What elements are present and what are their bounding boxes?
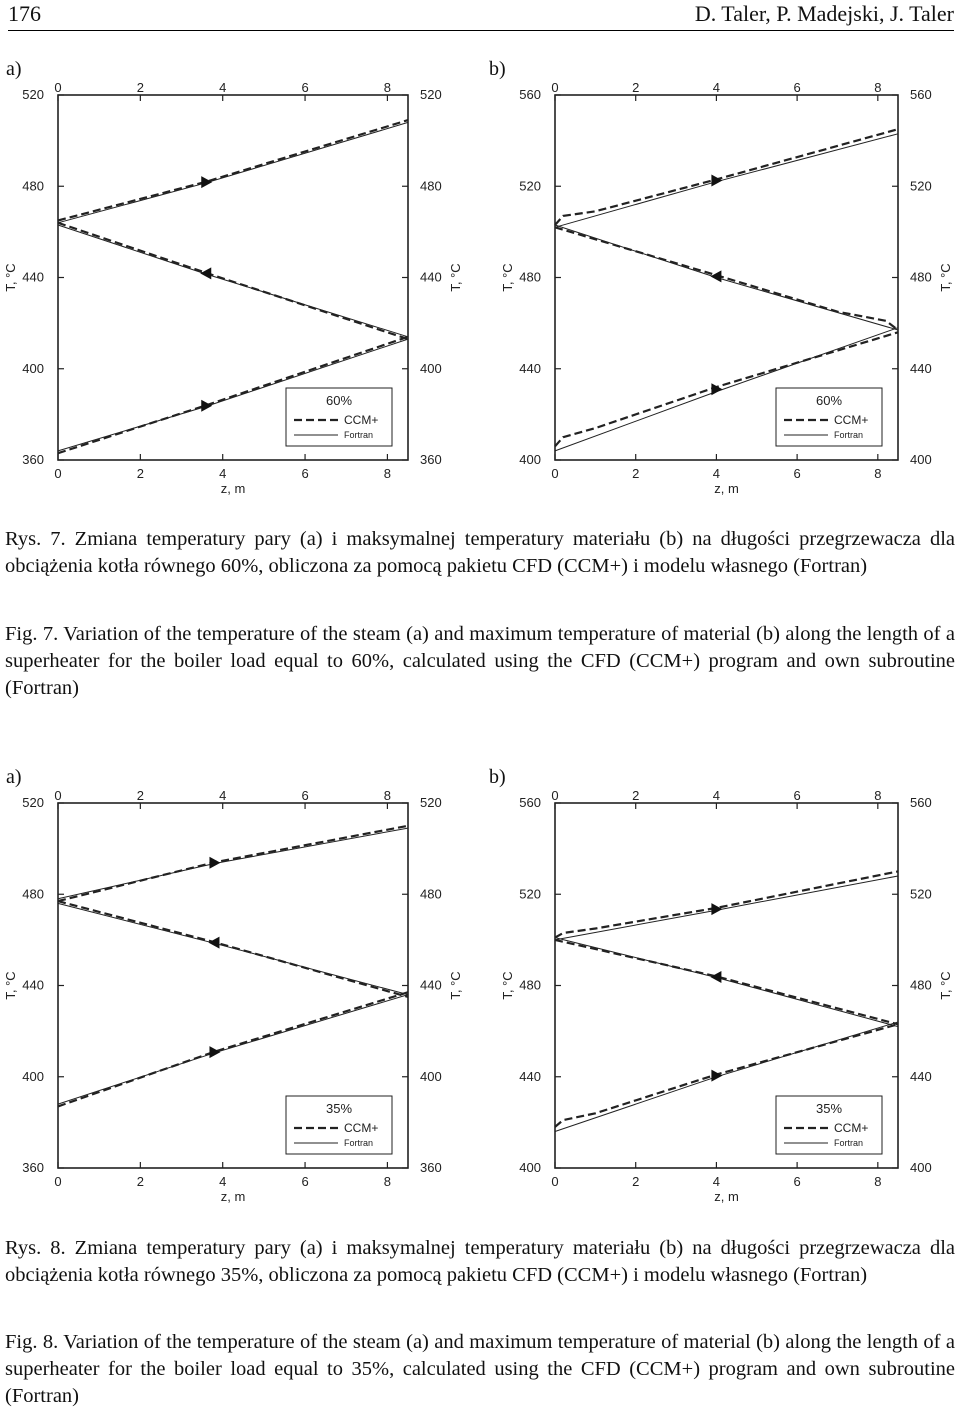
legend-label-ccm: CCM+ (834, 413, 869, 427)
y-tick-label-left: 360 (22, 452, 44, 467)
x-tick-label-top: 8 (874, 80, 882, 95)
y-tick-label-right: 400 (420, 360, 442, 376)
flow-direction-arrow (209, 1046, 220, 1058)
y-tick-label-right: 520 (420, 795, 442, 810)
y-tick-label-left: 440 (22, 977, 44, 993)
fig7b-chart (497, 80, 960, 520)
y-tick-label-left: 360 (22, 1160, 44, 1175)
y-tick-label-right: 560 (910, 87, 932, 102)
legend-label-fortran: Fortran (834, 430, 864, 440)
x-tick-label-bottom: 4 (219, 466, 227, 481)
x-tick-label-top: 6 (301, 788, 309, 803)
y-tick-label-right: 360 (420, 452, 442, 467)
legend-label-ccm: CCM+ (344, 1121, 379, 1135)
x-tick-label-top: 0 (54, 788, 62, 803)
x-tick-label-top: 2 (632, 788, 640, 803)
ccm-series-line (555, 227, 898, 330)
flow-direction-arrow (208, 937, 219, 949)
x-tick-label-top: 0 (551, 788, 559, 803)
x-tick-label-top: 8 (383, 788, 392, 803)
x-tick-label-bottom: 6 (301, 1174, 309, 1189)
y-tick-label-left: 480 (22, 178, 44, 194)
flow-direction-arrow (711, 903, 722, 915)
legend-label-fortran: Fortran (834, 1138, 864, 1148)
x-tick-label-top: 8 (383, 80, 392, 95)
y-tick-label-right: 560 (910, 795, 932, 810)
x-tick-label-top: 0 (54, 80, 62, 95)
y-tick-label-right: 400 (420, 1068, 442, 1084)
legend-title: 60% (815, 393, 843, 408)
x-tick-label-bottom: 2 (632, 1174, 640, 1189)
x-tick-label-top: 6 (793, 788, 801, 803)
fortran-series-line (555, 876, 898, 940)
y-tick-label-left: 560 (519, 795, 541, 810)
y-tick-label-left: 520 (519, 178, 541, 194)
legend-title: 35% (815, 1101, 843, 1116)
y-axis-label-left: T, °C (3, 971, 18, 1000)
fig7a-chart (0, 80, 470, 520)
fig8-panel-label-a: a) (6, 766, 22, 788)
x-tick-label-bottom: 8 (874, 1174, 882, 1189)
y-tick-label-left: 520 (22, 795, 44, 810)
x-tick-label-bottom: 0 (54, 466, 62, 481)
ccm-series-line (555, 129, 898, 225)
x-axis-label: z, m (220, 481, 246, 496)
x-tick-label-bottom: 8 (874, 466, 882, 481)
y-tick-label-left: 400 (519, 1160, 541, 1175)
y-axis-label-left: T, °C (500, 971, 515, 1000)
ccm-series-line (58, 826, 408, 901)
flow-direction-arrow (201, 176, 212, 188)
x-axis-label: z, m (714, 481, 739, 496)
y-tick-label-left: 440 (519, 360, 541, 376)
legend-title: 60% (325, 393, 353, 408)
x-tick-label-bottom: 0 (551, 466, 559, 481)
x-tick-label-bottom: 6 (793, 466, 801, 481)
running-head-authors: D. Taler, P. Madejski, J. Taler (694, 1, 954, 26)
y-tick-label-right: 520 (910, 886, 932, 902)
y-axis-label-right: T, °C (448, 971, 463, 1000)
ccm-series-line (58, 120, 408, 220)
fortran-series-line (58, 903, 408, 994)
x-tick-label-top: 2 (136, 80, 144, 95)
x-tick-label-bottom: 2 (136, 466, 144, 481)
x-axis-label: z, m (714, 1189, 739, 1204)
legend-title: 35% (325, 1101, 353, 1116)
page-header (8, 0, 954, 31)
x-tick-label-top: 6 (301, 80, 309, 95)
fig8-caption-english: Fig. 8. Variation of the temperature of the steam (a) and maximum temperature of material (b) along the length of a superheater for the boiler load equal to 35%, calculated using the CFD (CCM+) program and own subroutine (Fortran) (5, 1331, 955, 1407)
x-tick-label-bottom: 0 (54, 1174, 62, 1189)
fig7-caption-english: Fig. 7. Variation of the temperature of the steam (a) and maximum temperature of material (b) along the length of a superheater for the boiler load equal to 60%, calculated using the CFD (CCM+) program and own subroutine (Fortran) (5, 623, 955, 699)
x-tick-label-top: 2 (136, 788, 144, 803)
flow-direction-arrow (711, 383, 722, 395)
fortran-series-line (555, 134, 898, 228)
y-tick-label-left: 440 (519, 1068, 541, 1084)
fig8a-chart (0, 788, 470, 1228)
fig8-caption-polish: Rys. 8. Zmiana temperatury pary (a) i maksymalnej temperatury materiału (b) na długości przegrzewacza dla obciążenia kotła równego 35%, obliczona za pomocą pakietu CFD (CCM+) i modelu własnego (Fortran) (5, 1237, 955, 1286)
x-tick-label-top: 4 (712, 788, 721, 803)
ccm-series-line (555, 940, 898, 1024)
x-tick-label-bottom: 4 (712, 466, 721, 481)
y-tick-label-right: 520 (910, 178, 932, 194)
y-tick-label-left: 520 (519, 886, 541, 902)
x-tick-label-bottom: 4 (219, 1174, 227, 1189)
y-tick-label-right: 360 (420, 1160, 442, 1175)
y-tick-label-left: 400 (22, 360, 44, 376)
flow-direction-arrow (200, 267, 211, 279)
x-tick-label-top: 4 (219, 788, 227, 803)
y-tick-label-right: 520 (420, 87, 442, 102)
y-axis-label-right: T, °C (938, 263, 953, 292)
x-tick-label-bottom: 2 (632, 466, 640, 481)
x-tick-label-bottom: 2 (136, 1174, 144, 1189)
legend-label-fortran: Fortran (344, 430, 374, 440)
fig7-panel-label-b: b) (489, 58, 506, 80)
flow-direction-arrow (209, 857, 220, 869)
y-tick-label-left: 400 (22, 1068, 44, 1084)
flow-direction-arrow (710, 971, 721, 983)
fig7-panel-label-a: a) (6, 58, 22, 80)
ccm-series-line (555, 871, 898, 937)
y-tick-label-left: 480 (519, 269, 541, 285)
y-axis-label-right: T, °C (938, 971, 953, 1000)
page-number: 176 (8, 1, 41, 26)
y-axis-label-left: T, °C (500, 263, 515, 292)
y-tick-label-right: 480 (910, 269, 932, 285)
x-tick-label-top: 2 (632, 80, 640, 95)
x-tick-label-top: 6 (793, 80, 801, 95)
fig7-caption-polish: Rys. 7. Zmiana temperatury pary (a) i maksymalnej temperatury materiału (b) na długości przegrzewacza dla obciążenia kotła równego 60%, obliczona za pomocą pakietu CFD (CCM+) i modelu własnego (Fortran) (5, 528, 955, 577)
fig8-panel-label-b: b) (489, 766, 506, 788)
ccm-series-line (58, 223, 408, 339)
y-tick-label-left: 560 (519, 87, 541, 102)
y-axis-label-left: T, °C (3, 263, 18, 292)
flow-direction-arrow (201, 400, 212, 412)
y-tick-label-right: 480 (420, 178, 442, 194)
y-tick-label-right: 480 (420, 886, 442, 902)
y-tick-label-left: 400 (519, 452, 541, 467)
x-tick-label-bottom: 8 (383, 1174, 392, 1189)
y-tick-label-left: 520 (22, 87, 44, 102)
y-tick-label-right: 440 (420, 977, 442, 993)
ccm-series-line (58, 901, 408, 997)
x-tick-label-top: 4 (219, 80, 227, 95)
y-tick-label-right: 440 (910, 360, 932, 376)
x-axis-label: z, m (220, 1189, 246, 1204)
x-tick-label-top: 8 (874, 788, 882, 803)
y-tick-label-right: 480 (910, 977, 932, 993)
x-tick-label-bottom: 0 (551, 1174, 559, 1189)
ccm-series-line (58, 992, 408, 1106)
flow-direction-arrow (711, 175, 722, 187)
x-tick-label-bottom: 6 (301, 466, 309, 481)
y-tick-label-right: 440 (420, 269, 442, 285)
y-tick-label-right: 400 (910, 1160, 932, 1175)
y-tick-label-left: 440 (22, 269, 44, 285)
x-tick-label-bottom: 4 (712, 1174, 721, 1189)
legend-label-ccm: CCM+ (834, 1121, 869, 1135)
x-tick-label-top: 0 (551, 80, 559, 95)
x-tick-label-top: 4 (712, 80, 721, 95)
flow-direction-arrow (710, 270, 721, 282)
legend-label-ccm: CCM+ (344, 413, 379, 427)
legend-label-fortran: Fortran (344, 1138, 374, 1148)
y-tick-label-right: 400 (910, 452, 932, 467)
y-tick-label-left: 480 (22, 886, 44, 902)
y-tick-label-left: 480 (519, 977, 541, 993)
x-tick-label-bottom: 8 (383, 466, 392, 481)
fig8b-chart (497, 788, 960, 1228)
y-tick-label-right: 440 (910, 1068, 932, 1084)
x-tick-label-bottom: 6 (793, 1174, 801, 1189)
y-axis-label-right: T, °C (448, 263, 463, 292)
flow-direction-arrow (711, 1070, 722, 1082)
